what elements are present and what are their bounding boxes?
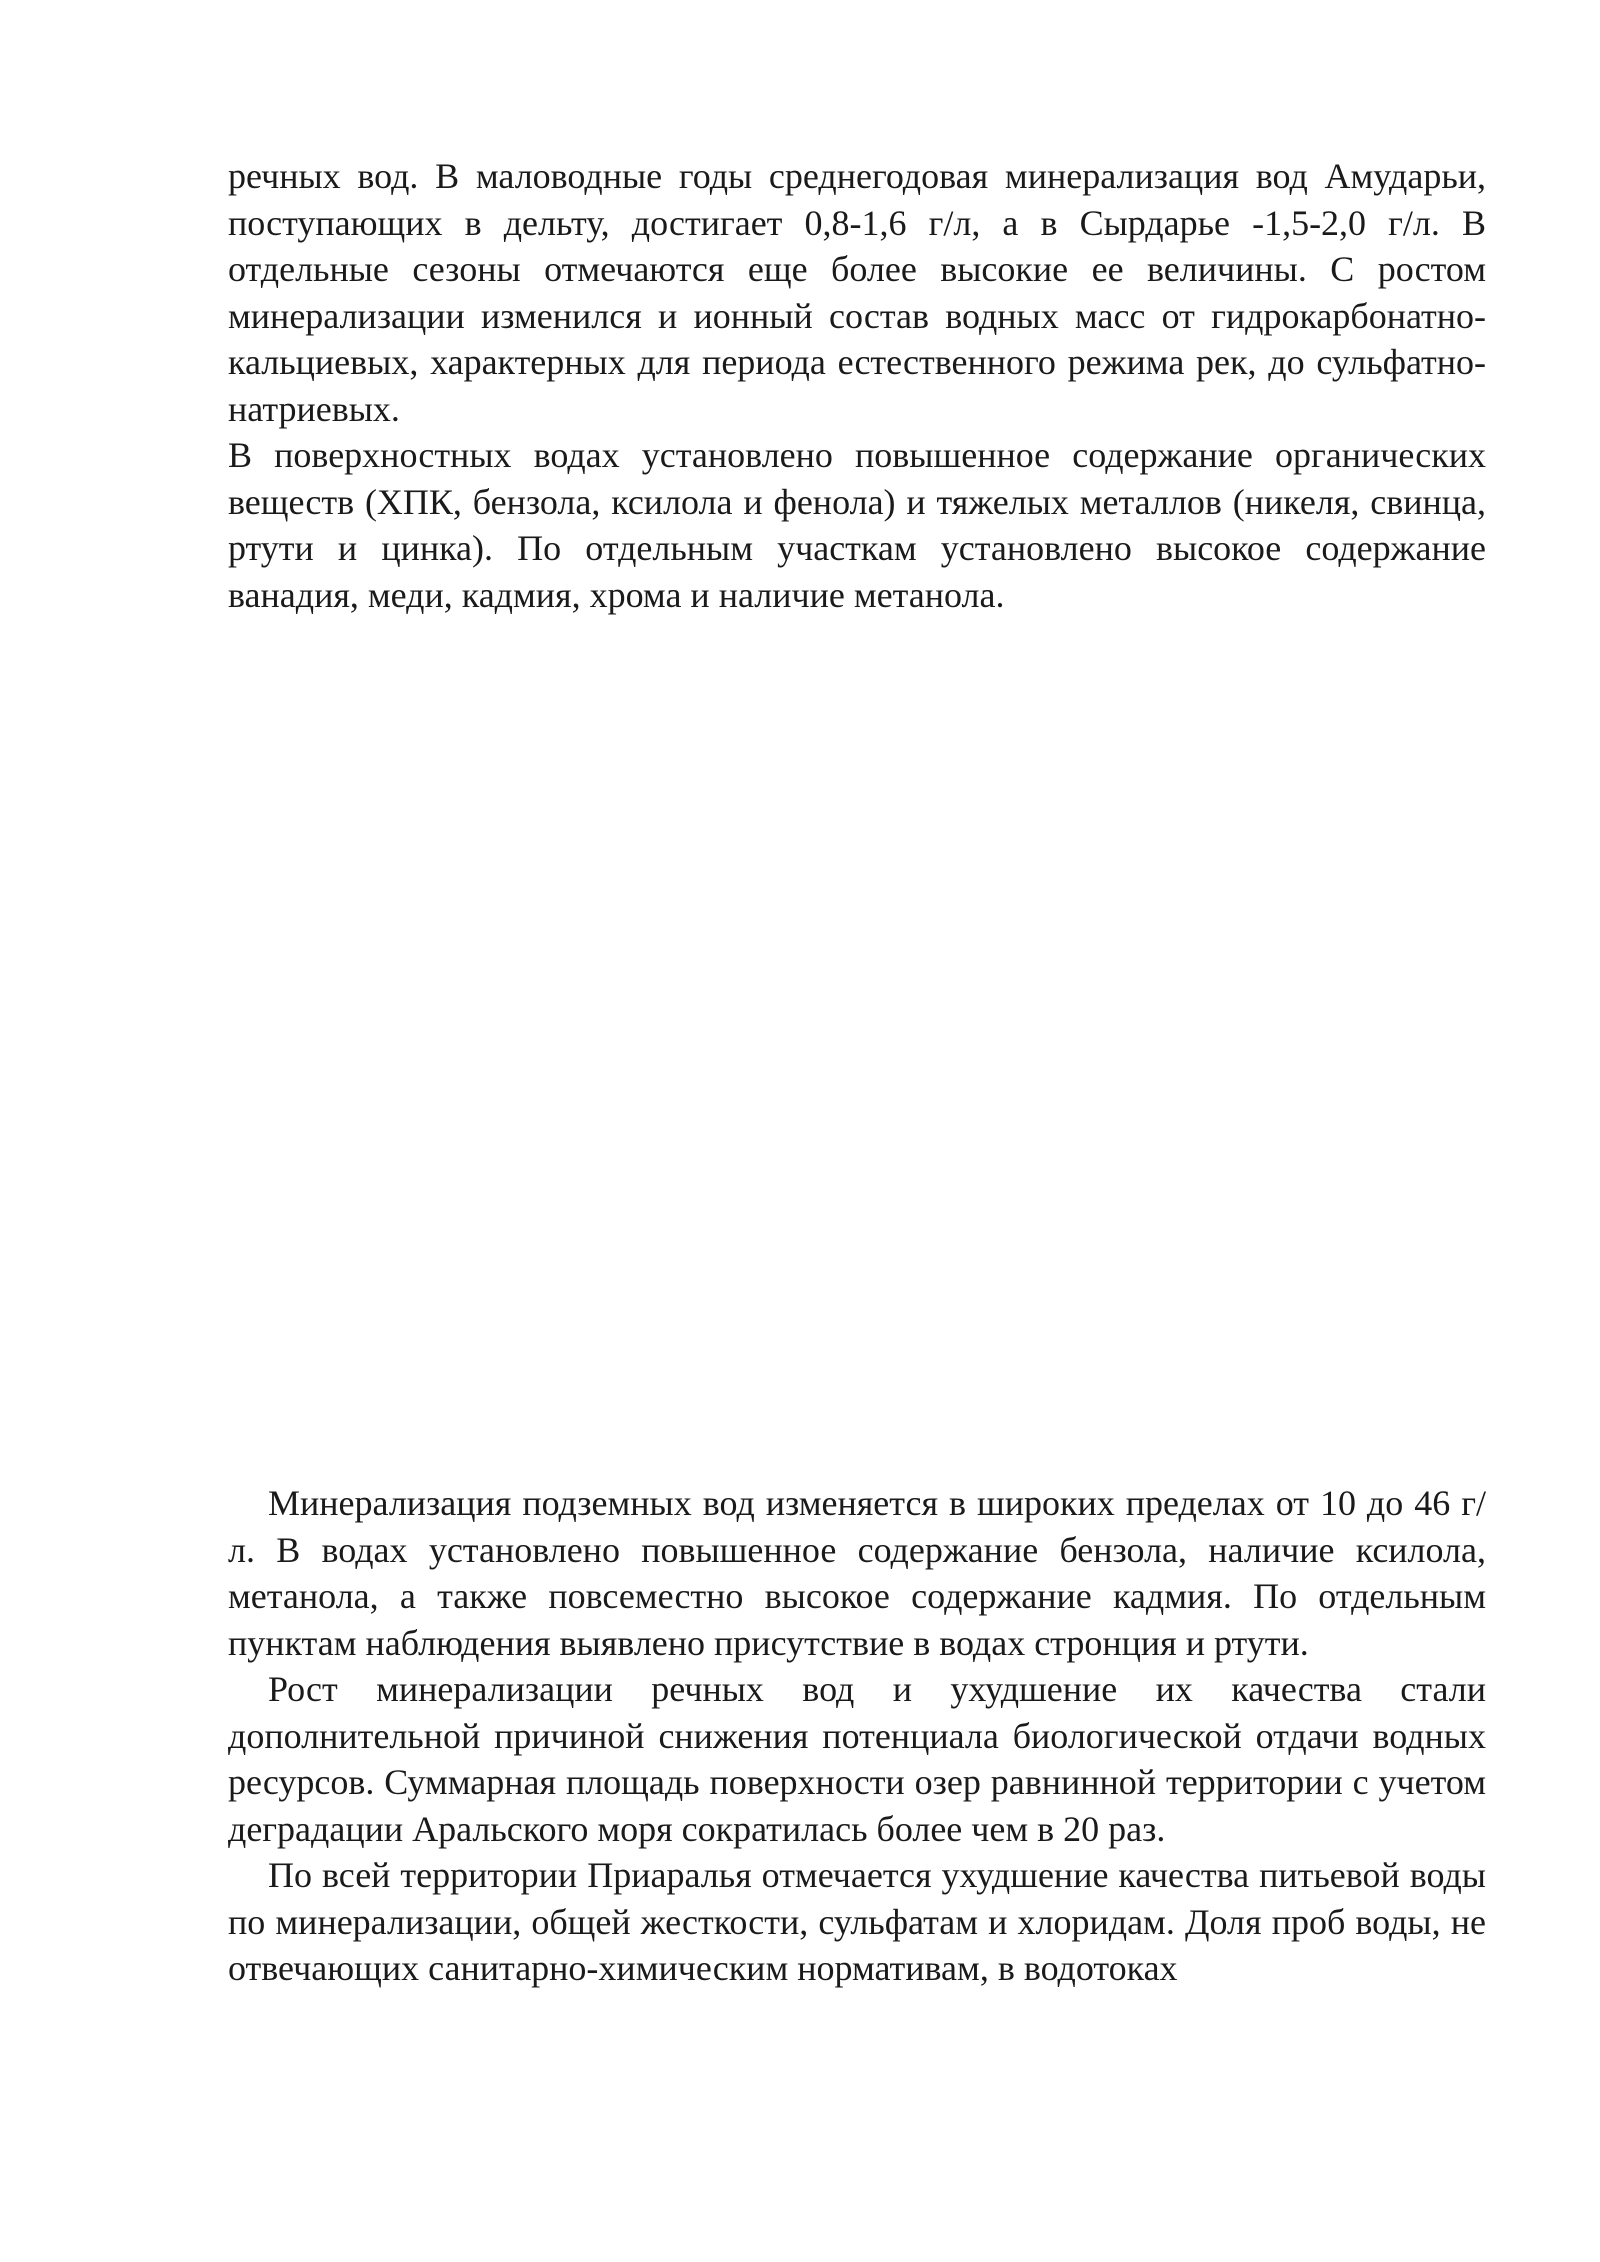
paragraph-groundwater-mineralization: Минерализация подземных вод изменяется в широких пределах от 10 до 46 г/л. В водах установлено повышенное содержание бензола, наличие ксилола, метанола, а также повсеместно высокое содержание кадмия. По отдельным пунктам наблюдения выявлено присутствие в водах стронция и ртути. — [228, 1483, 1486, 1663]
bottom-text-section — [228, 1480, 1486, 1992]
paragraph-biological-productivity: Рост минерализации речных вод и ухудшение их качества стали дополнительной причиной снижения потенциала биологической отдачи водных ресурсов. Суммарная площадь поверхности озер равнинной территории с учетом деградации Аральского моря сократилась более чем в 20 раз. — [228, 1669, 1486, 1849]
paragraph-drinking-water-quality: По всей территории Приаралья отмечается ухудшение качества питьевой воды по минерализации, общей жесткости, сульфатам и хлоридам. Доля проб воды, не отвечающих санитарно-химическим нормативам, в водотоках — [228, 1855, 1486, 1988]
paragraph-river-mineralization: речных вод. В маловодные годы среднегодовая минерализация вод Амударьи, поступающих в дельту, достигает 0,8-1,6 г/л, а в Сырдарье -1,5-2,0 г/л. В отдельные сезоны отмечаются еще более высокие ее величины. С ростом минерализации изменился и ионный состав водных масс от гидрокарбонатно-кальциевых, характерных для периода естественного режима рек, до сульфатно-натриевых. — [228, 156, 1486, 429]
top-text-section — [228, 153, 1486, 618]
paragraph-surface-water-pollutants: В поверхностных водах установлено повышенное содержание органических веществ (ХПК, бензола, ксилола и фенола) и тяжелых металлов (никеля, свинца, ртути и цинка). По отдельным участкам установлено высокое содержание ванадия, меди, кадмия, хрома и наличие метанола. — [228, 435, 1486, 615]
